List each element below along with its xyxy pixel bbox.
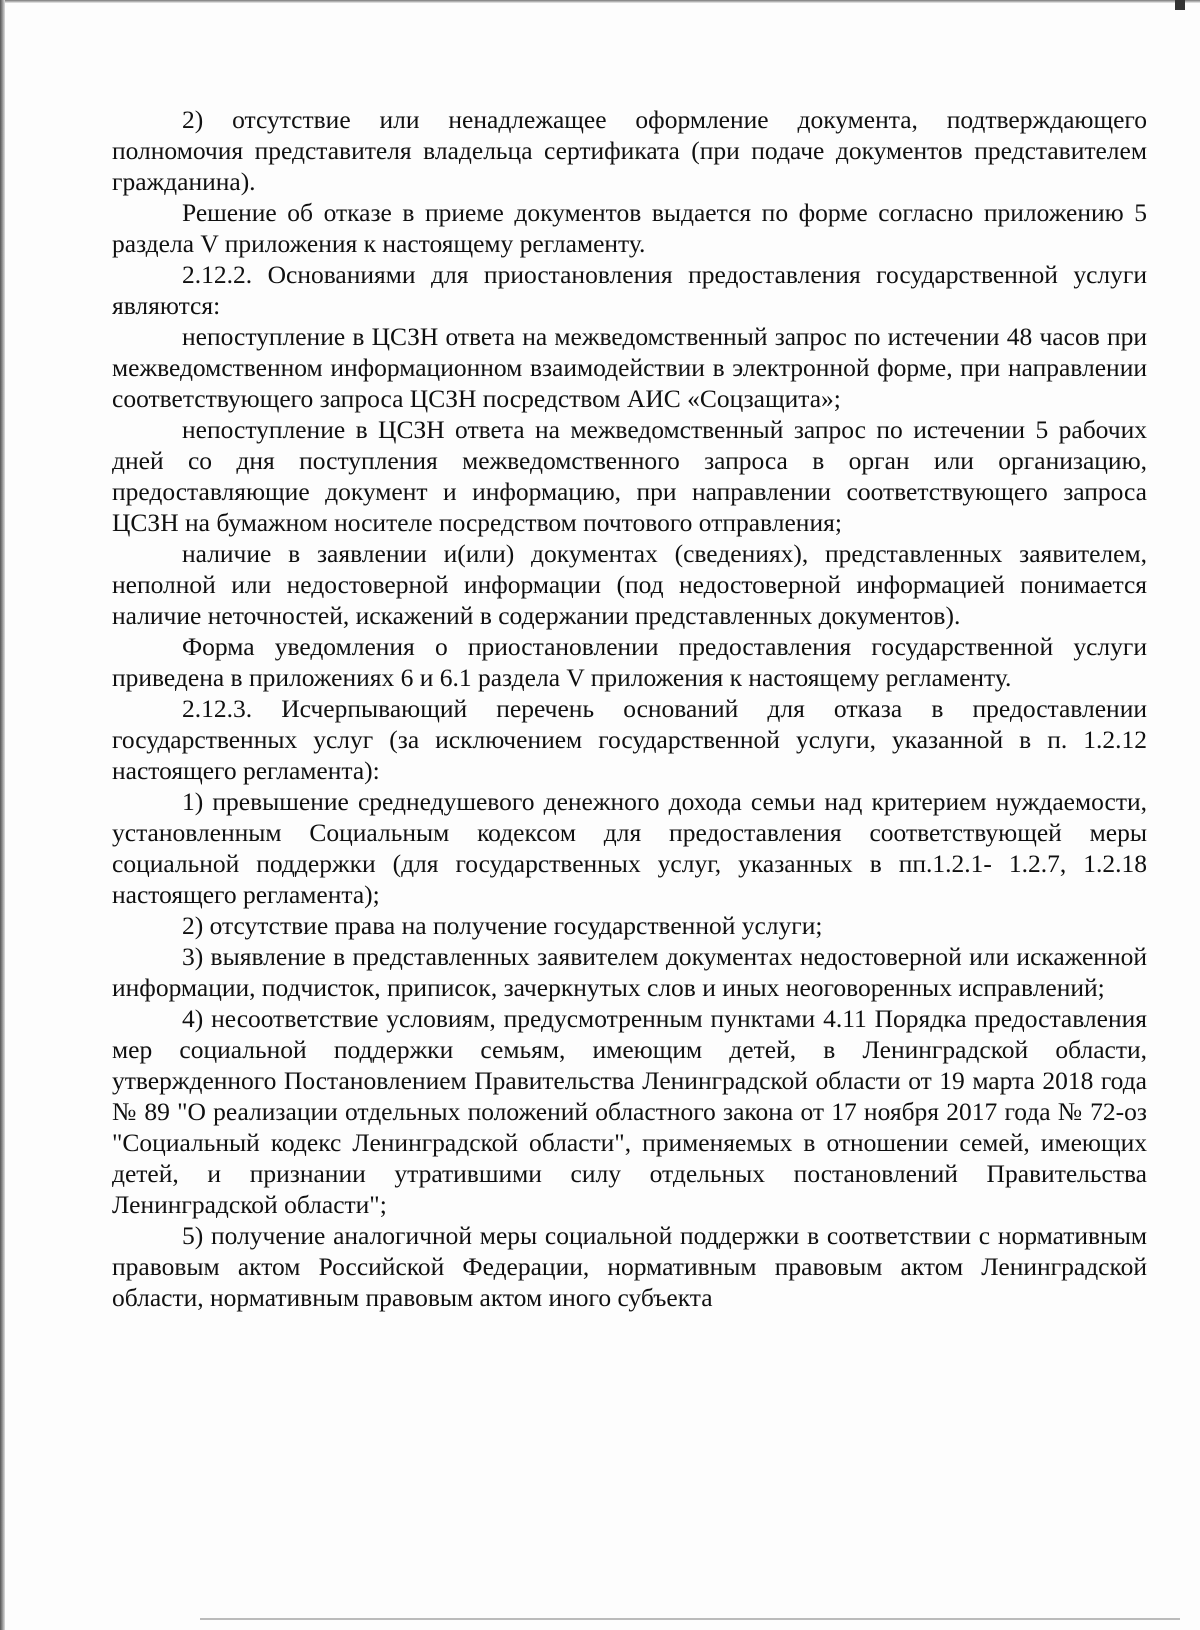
scan-corner-mark bbox=[1175, 0, 1185, 10]
scan-edge-bottom bbox=[200, 1618, 1180, 1620]
paragraph-2-12-2-heading: 2.12.2. Основаниями для приостановления предоставления государственной услуги являются: bbox=[112, 260, 1147, 320]
paragraph-no-response-5-days: непоступление в ЦСЗН ответа на межведомственный запрос по истечении 5 рабочих дней со дня поступления межведомственного запроса в орган или организацию, предоставляющие документ и информацию, при направлении соответствующего запроса ЦСЗН на бумажном носителе посредством почтового отправления; bbox=[112, 415, 1147, 537]
paragraph-refusal-item-4: 4) несоответствие условиям, предусмотренным пунктами 4.11 Порядка предоставления мер социальной поддержки семьям, имеющим детей, в Ленинградской области, утвержденного Постановлением Правительства Ленинградской области от 19 марта 2018 года № 89 "О реализации отдельных положений областного закона от 17 ноября 2017 года № 72-оз "Социальный кодекс Ленинградской области", применяемых в отношении семей, имеющих детей, и признании утратившими силу отдельных постановлений Правительства Ленинградской области"; bbox=[112, 1004, 1147, 1219]
scan-edge-top bbox=[0, 0, 1200, 3]
paragraph-refusal-item-1: 1) превышение среднедушевого денежного дохода семьи над критерием нуждаемости, установленным Социальным кодексом для предоставления соответствующей меры социальной поддержки (для государственных услуг, указанных в пп.1.2.1- 1.2.7, 1.2.18 настоящего регламента); bbox=[112, 787, 1147, 909]
paragraph-refusal-item-2: 2) отсутствие права на получение государственной услуги; bbox=[182, 911, 823, 940]
paragraph-refusal-item-3: 3) выявление в представленных заявителем документах недостоверной или искаженной информации, подчисток, приписок, зачеркнутых слов и иных неоговоренных исправлений; bbox=[112, 942, 1147, 1002]
paragraph-unreliable-info: наличие в заявлении и(или) документах (сведениях), представленных заявителем, неполной или недостоверной информации (под недостоверной информацией понимается наличие неточностей, искажений в содержании представленных документов). bbox=[112, 539, 1147, 630]
scan-edge-left bbox=[0, 0, 5, 1630]
paragraph-2-12-3-heading: 2.12.3. Исчерпывающий перечень оснований для отказа в предоставлении государственных услуг (за исключением государственной услуги, указанной в п. 1.2.12 настоящего регламента): bbox=[112, 694, 1147, 785]
paragraph-suspension-notice-form: Форма уведомления о приостановлении предоставления государственной услуги приведена в приложениях 6 и 6.1 раздела V приложения к настоящему регламенту. bbox=[112, 632, 1147, 692]
paragraph-item-2-representative: 2) отсутствие или ненадлежащее оформление документа, подтверждающего полномочия представителя владельца сертификата (при подаче документов представителем гражданина). bbox=[112, 105, 1147, 196]
document-body bbox=[112, 104, 1147, 1313]
paragraph-no-response-48h: непоступление в ЦСЗН ответа на межведомственный запрос по истечении 48 часов при межведомственном информационном взаимодействии в электронной форме, при направлении соответствующего запроса ЦСЗН посредством АИС «Соцзащита»; bbox=[112, 322, 1147, 413]
paragraph-refusal-item-5: 5) получение аналогичной меры социальной поддержки в соответствии с нормативным правовым актом Российской Федерации, нормативным правовым актом Ленинградской области, нормативным правовым актом иного субъекта bbox=[112, 1221, 1147, 1312]
paragraph-refusal-decision: Решение об отказе в приеме документов выдается по форме согласно приложению 5 раздела V приложения к настоящему регламенту. bbox=[112, 198, 1147, 258]
